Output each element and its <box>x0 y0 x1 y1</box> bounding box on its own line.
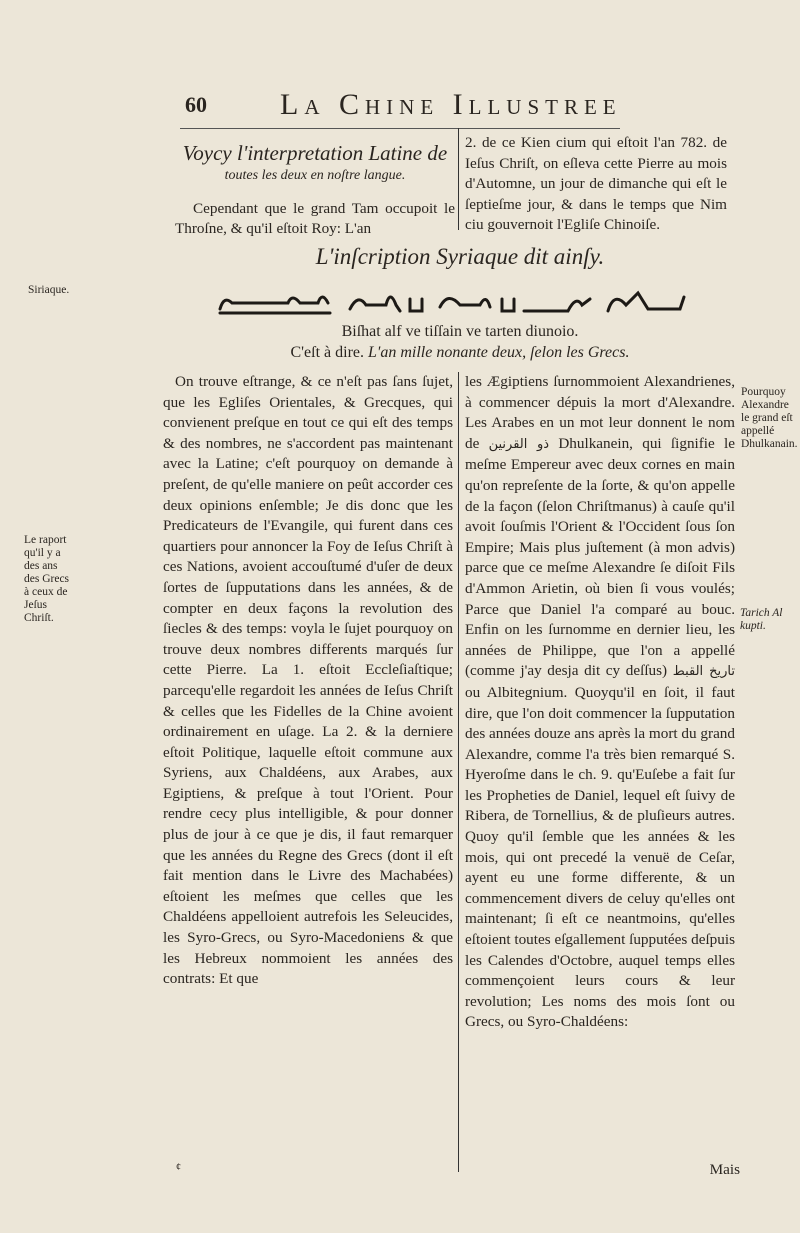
interpretation-heading: Voycy l'interpretation Latine de <box>182 141 448 165</box>
translation-prefix: C'eſt à dire. <box>290 344 369 361</box>
right-text-a: les Ægiptiens ſurnommoient Alexandrienes, à commencer dépuis la mort d'Alexandre. Les Arabes en un mot leur donnent le nom de <box>465 373 735 452</box>
top-right-paragraph: 2. de ce Kien cium qui eſtoit l'an 782. de Ieſus Chriſt, on eſleva cette Pierre au mois d'Automne, un jour de dimanche qui eſt le ſeptieſme jour, & dans le temps que Nim ciu gouvernoit l'Egliſe Chinoiſe. <box>465 134 727 234</box>
arabic-tarich: تاريخ القبط <box>672 664 735 680</box>
signature-mark: ¢ <box>176 1162 181 1173</box>
left-column <box>163 372 453 1172</box>
top-left-block <box>175 140 455 240</box>
translation-italic: L'an mille nonante deux, ſelon les Grecs. <box>368 344 630 361</box>
running-header <box>185 88 655 122</box>
syriac-translation <box>200 343 720 364</box>
right-column-text <box>465 372 735 1033</box>
right-margin-note-1: Pourquoy Alexandre le grand eſt appellé Dhulkanain. <box>741 386 798 450</box>
right-margin-note-2: Tarich Al kupti. <box>740 607 783 632</box>
page-number: 60 <box>185 92 207 117</box>
syriac-heading: L'inſcription Syriaque dit ainſy. <box>315 244 605 269</box>
header-rule <box>180 128 620 129</box>
syriac-transliteration: Biſhat alf ve tiſſain ve tarten diunoio. <box>341 323 579 340</box>
catchword: Mais <box>709 1161 740 1178</box>
syriac-margin-label: Siriaque. <box>28 284 70 296</box>
running-title: La Chine Illustree <box>280 88 622 121</box>
main-column-rule <box>458 372 459 1172</box>
top-column-rule <box>458 128 459 230</box>
arabic-dhulkanein: ذو القرنين <box>488 436 550 452</box>
syriac-inscription-glyphs <box>218 285 688 319</box>
left-margin-note: Le raport qu'il y a des ans des Grecs à ceux de Jeſus Chriſt. <box>24 534 70 624</box>
top-right-block <box>465 133 727 236</box>
interpretation-subheading: toutes les deux en noſtre langue. <box>224 168 406 183</box>
top-left-paragraph: Cependant que le grand Tam occupoit le Throſne, & qu'il eſtoit Roy: L'an <box>175 199 455 238</box>
right-text-b: Dhulkanein, qui ſignifie le meſme Empereur avec deux cornes en main qu'on repreſente de la ſorte, & qu'on appelle de la façon (ſelon Chriſtmanus) à cauſe qu'il avoit ſouſmis l'Orient & l'Occident ſous ſon Empire; Mais plus juſtement (à mon advis) parce que ce meſme Alexandre ſe diſoit Fils d'Ammon Arietin, où bien ſi vous voulés; Parce que Daniel l'a comparé au bouc. Enfin on les ſurnomme en dernier lieu, les années de Philippe, que l'on a appellé (comme j'ay desja dit cy deſſus) <box>465 434 735 680</box>
right-text-c: ou Albitegnium. Quoyqu'il en ſoit, il faut dire, que l'on doit commencer la ſupputation des années douze ans après la mort du grand Alexandre, comme l'a très bien remarqué S. Hyeroſme dans le ch. 9. qu'Euſebe a fait ſur les Propheties de Daniel, lequel eſt ſuivy de Ribera, de Tornellius, & de pluſieurs autres. Quoy qu'il ſemble que les années & les mois, qui ont precedé la venuë de Ceſar, ayent eu une forme differente, & un commencement divers de celuy qu'elles ont maintenant; ſi eſt ce neantmoins, qu'elles eſtoient toutes eſgallement ſupputées deſpuis les Calendes d'Octobre, auquel temps elles commençoient leurs cours & leur revolution; Les noms des mois ſont ou Grecs, ou Syro-Chaldéens: <box>465 683 735 1031</box>
right-column <box>465 372 735 1152</box>
left-column-text: On trouve eſtrange, & ce n'eſt pas ſans ſujet, que les Egliſes Orientales, & Grecques, qui convienent preſque en tout ce qui eſt des temps & des nombres, ne s'accordent pas maintenant avec la Latine; c'eſt pourquoy on demande à preſent, de qu'elle maniere on peût accorder ces deux opinions enſemble; Je dis donc que les Predicateurs de l'Evangile, qui furent dans ces quartiers pour annoncer la Foy de Ieſus Chriſt à ces Nations, avoient accouſtumé d'uſer de deux ſortes de ſupputations dans les années, & de compter en deux façons la revolution des ſiecles & des temps: voyla le ſujet pourquoy on trouve deux nombres differents marqués ſur cette Pierre. La 1. eſtoit Eccleſiaſtique; parcequ'elle regardoit les années de Ieſus Chriſt & celles que les Fidelles de la Chine avoient ordinairement en uſage. La 2. & la derniere eſtoit Politique, laquelle eſtoit commune aux Syriens, aux Chaldéens, aux Arabes, aux Egiptiens, & preſque à tout l'Orient. Pour rendre cecy plus intelligible, & pour donner plus de jour à ce que je dis, il faut remarquer que les années du Regne des Grecs (dont il eſt fait mention dans le Livre des Machabées) eſtoient les meſmes que celles que les Chaldéens appelloient autrefois les Seleucides, les Syro-Grecs, ou Syro-Macedoniens & que les Hebreux nommoient les années des contrats: Et que <box>163 373 453 988</box>
